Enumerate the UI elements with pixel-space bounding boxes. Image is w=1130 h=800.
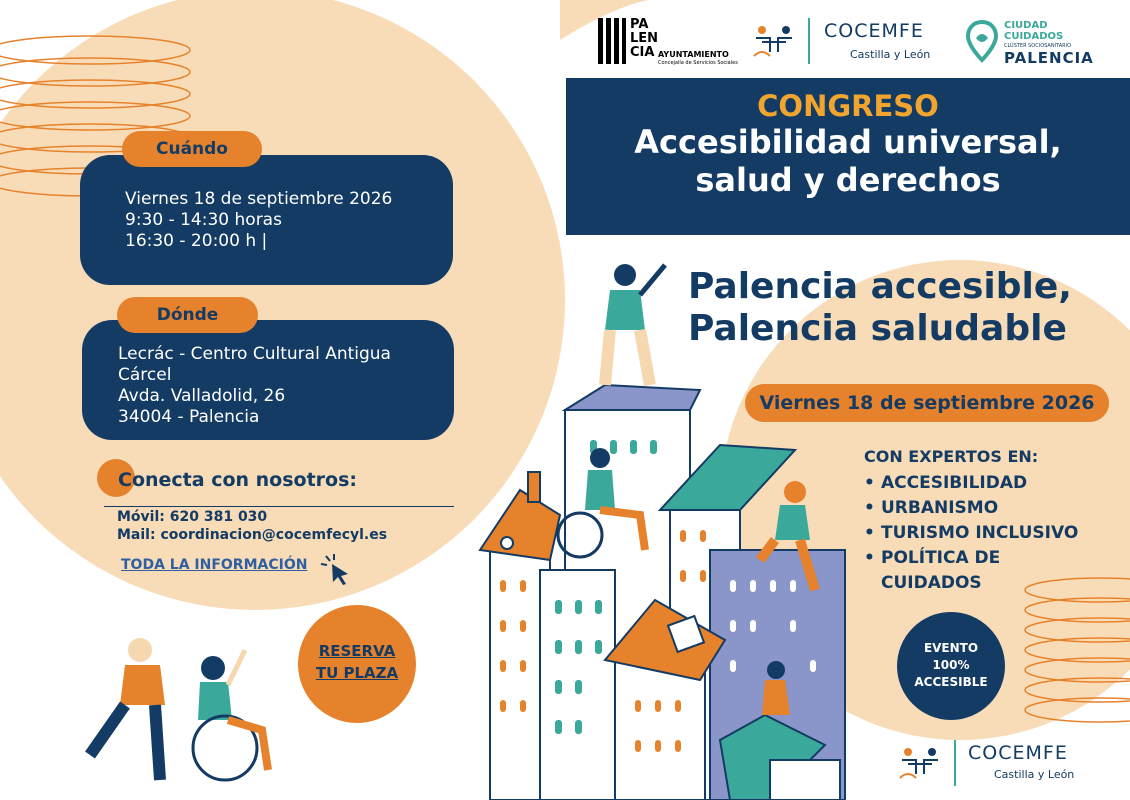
cocemfe-people-icon — [752, 22, 796, 62]
reserva-button[interactable] — [298, 605, 416, 723]
palencia-emblem-icon — [598, 18, 626, 64]
concejalia-label: Concejalía de Servicios Sociales — [658, 60, 738, 66]
evento-accesible-badge — [897, 612, 1005, 720]
conecta-title: Conecta con nosotros: — [118, 469, 358, 491]
palencia-logo-line1: PA — [630, 17, 649, 32]
cuando-line1: Viernes 18 de septiembre 2026 — [125, 189, 393, 209]
cuando-box — [80, 155, 453, 285]
cursor-click-icon — [318, 552, 352, 586]
cocemfe-region-top: Castilla y León — [850, 48, 931, 61]
ayuntamiento-label: AYUNTAMIENTO — [658, 50, 729, 59]
expertos-section — [864, 446, 1078, 596]
expertos-title: CON EXPERTOS EN: — [864, 447, 1039, 466]
reserva-line1: RESERVA — [318, 642, 396, 660]
header-title-line1: Accesibilidad universal, — [634, 123, 1062, 161]
movil-text: Móvil: 620 381 030 — [117, 509, 268, 525]
donde-line4: 34004 - Palencia — [118, 407, 260, 427]
palencia-logo — [598, 18, 738, 68]
cocemfe-people-icon — [898, 744, 942, 784]
palencia-logo-line2: LEN — [630, 31, 659, 46]
cocemfe-name-top: COCEMFE — [824, 20, 924, 42]
evento-line1: EVENTO — [923, 641, 979, 655]
cocemfe-logo-bottom — [898, 740, 1098, 790]
date-pill: Viernes 18 de septiembre 2026 — [745, 384, 1109, 422]
cluster-label: CLÚSTER SOCIOSANITARIO — [1004, 43, 1072, 49]
location-pin-icon — [966, 20, 998, 64]
toda-informacion-link[interactable]: TODA LA INFORMACIÓN — [121, 557, 308, 573]
donde-line1: Lecrác - Centro Cultural Antigua — [118, 344, 391, 364]
donde-line3: Avda. Valladolid, 26 — [118, 386, 286, 406]
expertos-item: • TURISMO INCLUSIVO — [864, 523, 1079, 543]
expertos-item: CUIDADOS — [881, 573, 982, 593]
cocemfe-name-bottom: COCEMFE — [968, 742, 1068, 764]
cuando-label: Cuándo — [122, 131, 262, 167]
palencia-logo-line3: CIA — [630, 45, 655, 60]
donde-box — [82, 320, 454, 440]
evento-line3: ACCESIBLE — [914, 675, 988, 689]
slogan-line1: Palencia accesible, — [688, 266, 1072, 307]
ciudad-cuidados-logo — [966, 18, 1106, 68]
cuando-line2: 9:30 - 14:30 horas — [125, 210, 282, 230]
palencia-city-label: PALENCIA — [1004, 49, 1094, 67]
slogan-line2: Palencia saludable — [688, 308, 1067, 349]
cocemfe-region-bottom: Castilla y León — [994, 768, 1075, 781]
cuando-line3: 16:30 - 20:00 h | — [125, 231, 268, 251]
donde-label: Dónde — [117, 297, 258, 333]
donde-line2: Cárcel — [118, 365, 172, 385]
header-banner — [566, 78, 1130, 235]
congreso-label: CONGRESO — [757, 89, 939, 123]
reserva-line2: TU PLAZA — [315, 664, 399, 682]
expertos-item: • ACCESIBILIDAD — [864, 473, 1028, 493]
evento-line2: 100% — [932, 658, 970, 672]
conecta-divider — [104, 506, 454, 507]
header-title-line2: salud y derechos — [695, 161, 1001, 199]
ciudad-line: CIUDAD — [1004, 20, 1048, 31]
cuidados-line: CUIDADOS — [1004, 31, 1064, 42]
peach-circle-left — [0, 0, 565, 610]
mail-text[interactable]: Mail: coordinacion@cocemfecyl.es — [117, 527, 388, 543]
slogan — [688, 266, 1072, 350]
expertos-item: • POLÍTICA DE — [864, 548, 1001, 568]
cocemfe-logo-top — [752, 18, 942, 68]
expertos-item: • URBANISMO — [864, 498, 999, 518]
